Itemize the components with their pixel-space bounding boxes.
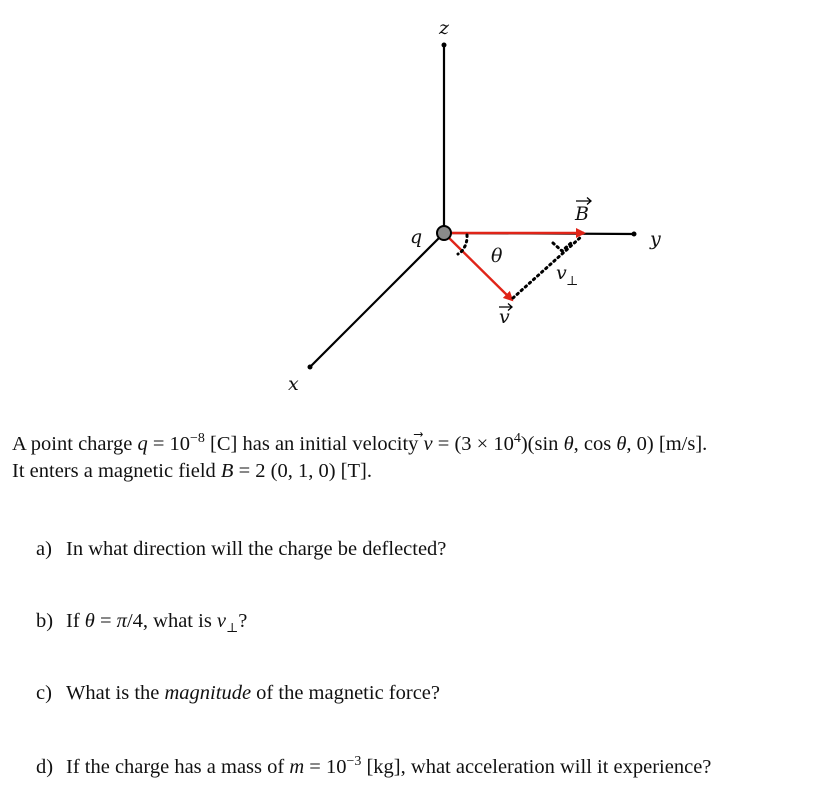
z-axis-label: z — [439, 17, 450, 39]
v-vector-symbol: v — [423, 432, 433, 455]
v-perp-subscript: ⊥ — [566, 274, 579, 289]
b-field-label: B — [575, 203, 589, 225]
question-a: a) In what direction will the charge be deflected? — [36, 538, 447, 560]
charge-label: q — [410, 226, 423, 248]
v-perp-label: v — [556, 262, 567, 284]
question-d: d) If the charge has a mass of $m = 10^{-3}$ [kg], what acceleration will it experience? — [36, 754, 712, 778]
intro-line-1: A point charge $q = 10^{-8}$ [C] has an initial velocity v = $(3 \times 10^4)(\sin$ θ, cos θ, 0) [m/s]. — [12, 431, 708, 455]
y-axis-end-dot — [632, 232, 637, 237]
z-axis-end-dot — [442, 43, 447, 48]
question-b: b) If θ = π/4, what is $v_\perp$? — [36, 610, 248, 636]
theta-label: θ — [491, 245, 503, 267]
question-c: c) What is the magnitude of the magnetic force? — [36, 682, 441, 704]
point-charge — [437, 226, 451, 240]
x-axis — [310, 233, 444, 367]
y-axis-label: y — [650, 228, 661, 250]
x-axis-label: x — [288, 373, 299, 395]
intro-line-2: It enters a magnetic field B = 2 (0, 1, 0) [T]. — [12, 459, 372, 482]
velocity-label: v — [499, 306, 510, 328]
x-axis-end-dot — [308, 365, 313, 370]
problem-statement — [12, 425, 822, 485]
theta-arc — [458, 235, 467, 254]
